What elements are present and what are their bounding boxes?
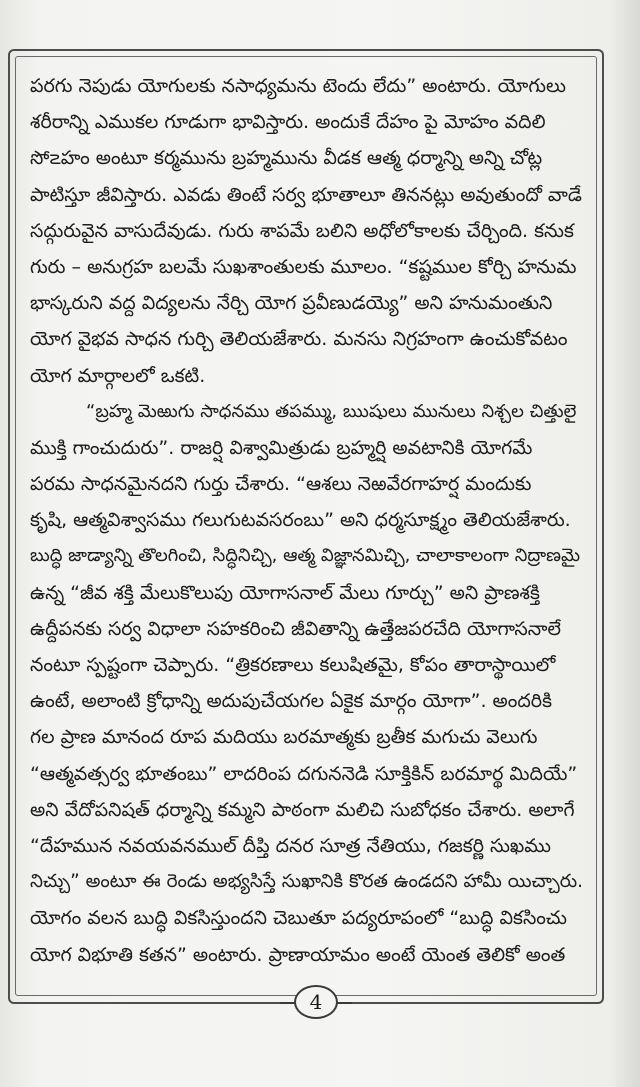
text-line: యోగం వలన బుద్ధి వికసిస్తుందని చెబుతూ పద్యరూపంలో “బుద్ధి వికసించు — [30, 907, 567, 930]
text-line: పరమ సాధనమైనదని గుర్తు చేశారు. “ఆశలు నెఱవేరగాహర్ష మందుకు — [30, 473, 532, 496]
body-text — [30, 68, 588, 968]
text-line: పరగు నెపుడు యోగులకు నసాధ్యమను టెందు లేదు” అంటారు. యోగులు — [30, 75, 567, 97]
page-number: 4 — [294, 985, 338, 1019]
text-line: గల ప్రాణ మానంద రూప మదియు బరమాత్మకు బ్రతీక మగుచు వెలుగు — [30, 726, 538, 749]
text-line: గురు – అనుగ్రహ బలమే సుఖశాంతులకు మూలం. “కష్టముల కోర్చి హనుమ — [30, 255, 577, 278]
text-line: ఉన్న “జీవ శక్తి మేలుకొలుపు యోగాసనాల్ మేలు గూర్చు” అని ప్రాణశక్తి — [30, 581, 540, 604]
text-line: యోగ మార్గాలలో ఒకటి. — [30, 364, 206, 387]
text-line: నంటూ స్పష్టంగా చెప్పారు. “త్రికరణాలు కలుషితమై, కోపం తారాస్థాయిలో — [30, 654, 556, 676]
text-line: బుద్ధి జాడ్యాన్ని తొలగించి, సిద్ధినిచ్చి, ఆత్మ విజ్ఞానమిచ్చి, చాలాకాలంగా నిద్రాణమై — [30, 545, 580, 567]
text-line: “బ్రహ్మ మెఱుగు సాధనము తపమ్ము, ఋషులు మునులు నిశ్చల చిత్తులై — [86, 400, 577, 422]
text-line: యోగ వైభవ సాధన గుర్చి తెలియజేశారు. మనసు నిగ్రహంగా ఉంచుకోవటం — [30, 328, 568, 351]
text-line: “ఆత్మవత్సర్వ భూతంబు” లాదరింప దగుననెడి సూక్తికిన్ బరమార్థ మిదియే” — [30, 762, 578, 785]
text-line: అని వేదోపనిషత్ ధర్మాన్ని కమ్మని పాఠంగా మలిచి సుబోధకం చేశారు. అలాగే — [30, 798, 575, 821]
text-line: పాటిస్తూ జీవిస్తారు. ఎవడు తింటే సర్వ భూతాలూ తిననట్లు అవుతుందో వాడే — [30, 183, 582, 206]
text-line: యోగ విభూతి కతన” అంటారు. ప్రాణాయామం అంటే యెంత తెలికో అంత — [30, 943, 566, 966]
text-line: కృషి, ఆత్మవిశ్వాసము గలుగుటవసరంబు” అని ధర్మసూక్ష్మం తెలియజేశారు. — [30, 509, 571, 532]
text-line: భాస్కరుని వద్ద విద్యలను నేర్చి యోగ ప్రవీణుడయ్యె” అని హనుమంతుని — [30, 292, 553, 315]
text-line: “దేహమున నవయవనముల్ దీప్తి దనర సూత్ర నేతియు, గజకర్ణి సుఖము — [30, 834, 551, 857]
text-line: ఉంటే, అలాంటి క్రోధాన్ని అదుపుచేయగల ఏకైక మార్గం యోగా”. అందరికి — [30, 690, 552, 713]
text-line: సద్గురువైన వాసుదేవుడు. గురు శాపమే బలిని అధోలోకాలకు చేర్చింది. కనుక — [30, 219, 574, 242]
text-line: నిచ్చు” అంటూ ఈ రెండు అభ్యసిస్తే సుఖానికి కొరత ఉండదని హామీ యిచ్చారు. — [30, 871, 584, 893]
text-line: ఉద్దీపనకు సర్వ విధాలా సహకరించి జీవితాన్ని ఉత్తేజపరచేది యోగాసనాలే — [30, 617, 561, 640]
page-number-ornament — [280, 983, 348, 1019]
text-line: ముక్తి గాంచుదురు”. రాజర్షి విశ్వామిత్రుడు బ్రహ్మర్షి అవటానికి యోగమే — [30, 436, 533, 459]
text-line: శరీరాన్ని ఎముకల గూడుగా భావిస్తారు. అందుకే దేహం పై మోహం వదిలి — [30, 111, 546, 134]
text-line: సో౽హం అంటూ కర్మమును బ్రహ్మమును వీడక ఆత్మ ధర్మాన్ని అన్ని చోట్ల — [30, 147, 543, 170]
